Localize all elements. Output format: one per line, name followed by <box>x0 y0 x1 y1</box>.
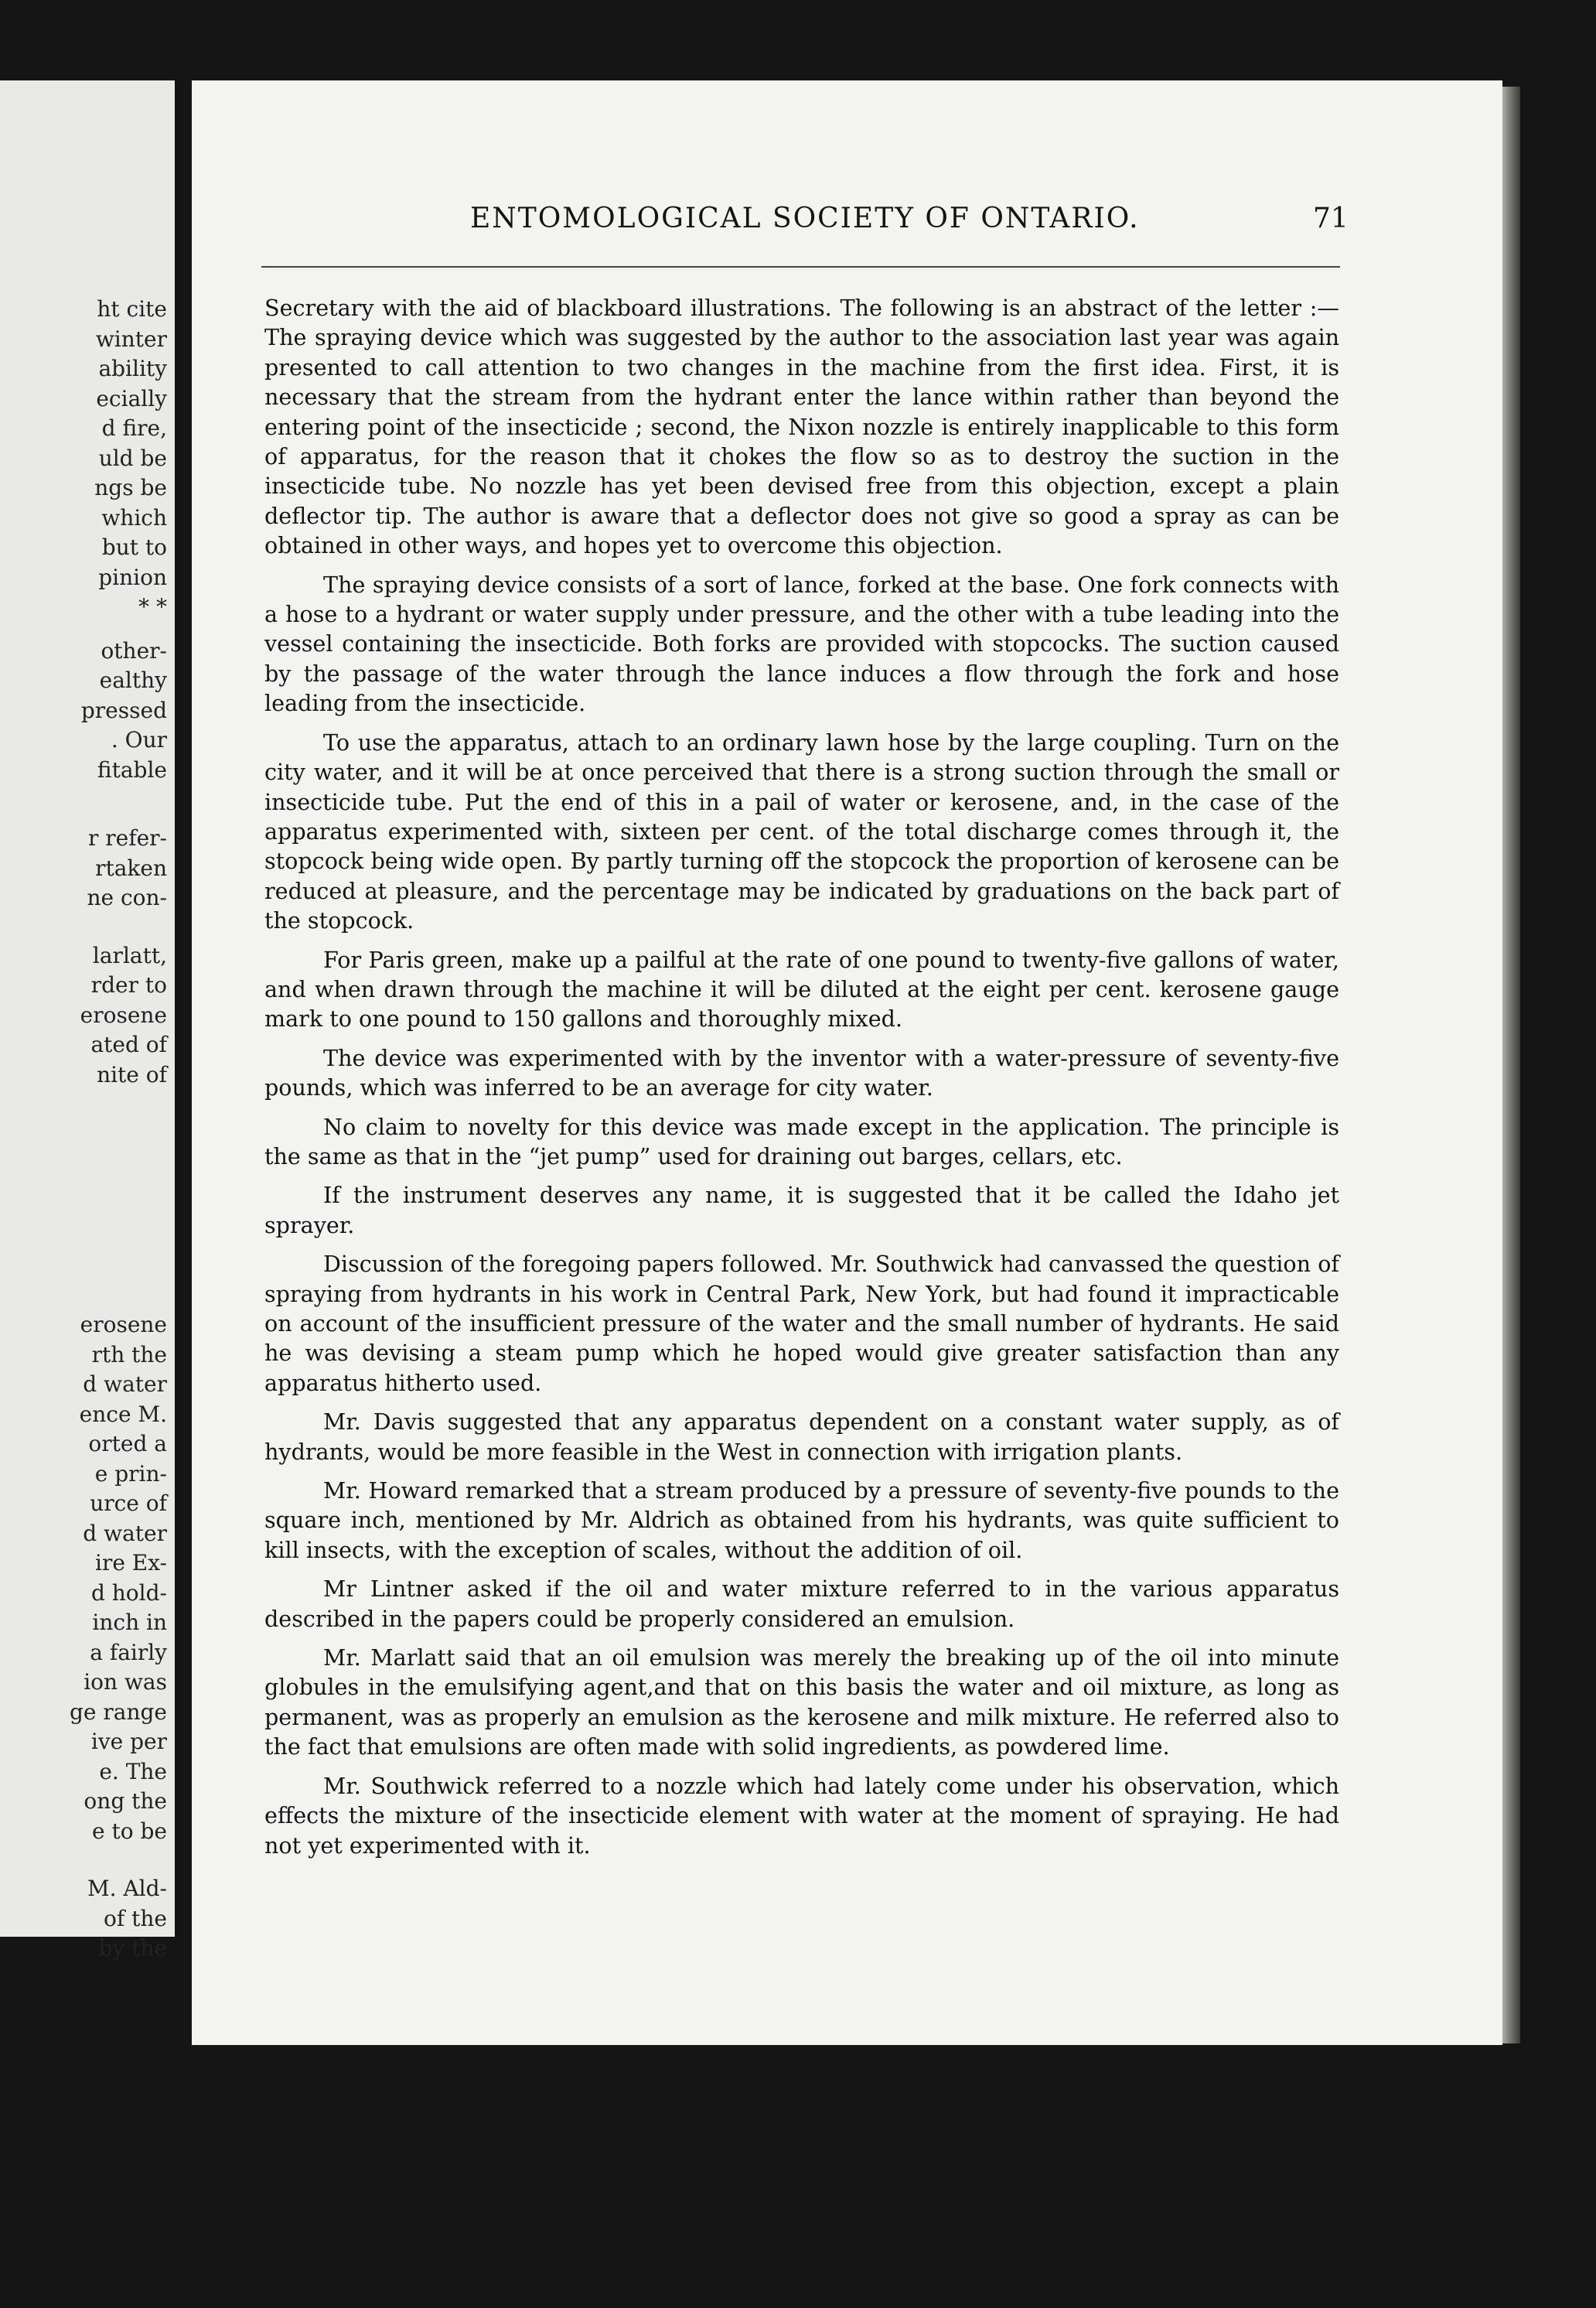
left-page-line: winter <box>95 326 167 352</box>
paragraph: Mr. Howard remarked that a stream produced by a pressure of seventy-five pounds to the square inch, mentioned by Mr. Aldrich as obtained from his hydrants, was quite sufficient to kill insects, with the exception of scales, without the addition of oil. <box>264 1477 1339 1563</box>
paragraph: No claim to novelty for this device was made except in the application. The principle is the same as that in the “jet pump” used for draining out barges, cellars, etc. <box>264 1113 1339 1169</box>
left-page-line: other- <box>101 637 167 664</box>
left-page-line: d fire, <box>101 415 167 441</box>
left-page-line: ne con- <box>87 885 167 910</box>
left-page-line: ire Ex- <box>94 1550 167 1576</box>
body-text <box>264 293 1339 1869</box>
left-page-line: a fairly <box>90 1639 167 1665</box>
left-page-line: which <box>101 504 167 531</box>
left-page-line: erosene <box>80 1002 167 1028</box>
left-page-line: e prin- <box>94 1460 167 1487</box>
left-page-line: e to be <box>92 1818 167 1844</box>
paragraph: Discussion of the foregoing papers followed. Mr. Southwick had canvassed the question of spraying from hydrants in his work in Central Park, New York, but had found it impracticable on account of the insufficient pressure of the water and the small number of hydrants. He said he was devising a steam pump which he hoped would give greater satisfaction than any apparatus hitherto used. <box>264 1251 1339 1396</box>
left-page-line: ngs be <box>94 475 167 500</box>
paragraph: If the instrument deserves any name, it is suggested that it be called the Idaho jet sprayer. <box>264 1182 1339 1238</box>
left-page-line: ion was <box>84 1669 167 1695</box>
page-header-title: ENTOMOLOGICAL SOCIETY OF ONTARIO. <box>470 203 1140 234</box>
page-number: 71 <box>1313 203 1349 234</box>
left-page-line: M. Ald- <box>87 1876 167 1901</box>
left-page-line: but to <box>101 534 167 560</box>
left-page-line: by the <box>98 1935 167 1961</box>
left-page-line: uld be <box>98 445 167 471</box>
book-page <box>192 80 1502 2045</box>
left-page-line: urce of <box>90 1490 167 1516</box>
left-page-line: d hold- <box>90 1579 167 1606</box>
paragraph: Mr Lintner asked if the oil and water mixture referred to in the various apparatus described in the papers could be properly considered an emulsion. <box>264 1576 1339 1632</box>
left-page-line: d water <box>83 1520 167 1546</box>
left-page-line: ht cite <box>97 296 167 322</box>
paragraph: Secretary with the aid of blackboard illustrations. The following is an abstract of the letter :—The spraying device which was suggested by the author to the association last year was again presented to call attention to two changes in the machine from the first idea. First, it is necessary that the stream from the hydrant enter the lance within rather than beyond the entering point of the insecticide ; second, the Nixon nozzle is entirely inapplicable to this form of apparatus, for the reason that it chokes the flow so as to destroy the suction in the insecticide tube. No nozzle has yet been devised free from this objection, except a plain deflector tip. The author is aware that a deflector does not give so good a spray as can be obtained in other ways, and hopes yet to overcome this objection. <box>264 295 1339 559</box>
paragraph: For Paris green, make up a pailful at the rate of one pound to twenty-five gallons of water, and when drawn through the machine it will be diluted at the eight per cent. kerosene gauge mark to one pound to 150 gallons and thoroughly mixed. <box>264 946 1339 1033</box>
left-page-line: ive per <box>90 1729 167 1754</box>
paragraph: The spraying device consists of a sort of lance, forked at the base. One fork connects with a hose to a hydrant or water supply under pressure, and the other with a tube leading into the vessel containing the insecticide. Both forks are provided with stopcocks. The suction caused by the passage of the water through the lance induces a flow through the fork and hose leading from the insecticide. <box>264 571 1339 717</box>
left-page-line: e. The <box>99 1758 167 1784</box>
paragraph: To use the apparatus, attach to an ordinary lawn hose by the large coupling. Turn on the city water, and it will be at once perceived that there is a strong suction through the small or insecticide tube. Put the end of this in a pail of water or kerosene, and, in the case of the apparatus experimented with, sixteen per cent. of the total discharge comes through it, the stopcock being wide open. By partly turning off the stopcock the proportion of kerosene can be reduced at pleasure, and the percentage may be indicated by graduations on the back part of the stopcock. <box>264 729 1339 934</box>
left-page-fragment <box>0 80 175 1961</box>
left-page-line: ealthy <box>99 667 167 693</box>
left-page-line: rth the <box>91 1341 167 1367</box>
left-page-line: of the <box>104 1905 167 1931</box>
left-page-line: ence M. <box>79 1401 167 1427</box>
paragraph: Mr. Davis suggested that any apparatus dependent on a constant water supply, as of hydrants, would be more feasible in the West in connection with irrigation plants. <box>264 1408 1339 1465</box>
left-page-line: ge range <box>70 1699 167 1725</box>
header-rule <box>261 266 1340 268</box>
left-page-line: pinion <box>98 564 167 590</box>
left-page-line: pressed <box>80 697 167 723</box>
left-page-line: orted a <box>88 1431 167 1456</box>
paragraph: Mr. Southwick referred to a nozzle which had lately come under his observation, which effects the mixture of the insecticide element with water at the moment of spraying. He had not yet experimented with it. <box>264 1772 1339 1859</box>
left-page-line: erosene <box>80 1312 167 1337</box>
left-page-line: rder to <box>90 972 167 998</box>
left-page-line: fitable <box>97 756 167 783</box>
left-page-line: ability <box>98 356 167 381</box>
left-page-line: r refer- <box>87 825 167 851</box>
paragraph: Mr. Marlatt said that an oil emulsion was merely the breaking up of the oil into minute globules in the emulsifying agent,and that on this basis the water and oil mixture, as long as permanent, was as properly an emulsion as the kerosene and milk mixture. He referred also to the fact that emulsions are often made with solid ingredients, as powdered lime. <box>264 1644 1339 1760</box>
left-page-line: nite of <box>97 1061 167 1087</box>
left-page-line: * * <box>138 594 167 620</box>
left-page-line: inch in <box>92 1610 167 1635</box>
left-page-line: rtaken <box>95 855 167 881</box>
left-page-line: ecially <box>96 385 167 411</box>
left-page-line: ated of <box>90 1032 167 1057</box>
left-page-line: ong the <box>84 1788 167 1814</box>
left-page-line: d water <box>83 1371 167 1397</box>
left-page-line: . Our <box>111 727 167 753</box>
left-page-line: larlatt, <box>92 942 167 968</box>
paragraph: The device was experimented with by the inventor with a water-pressure of seventy-five pounds, which was inferred to be an average for city water. <box>264 1044 1339 1101</box>
running-header <box>192 203 1502 241</box>
